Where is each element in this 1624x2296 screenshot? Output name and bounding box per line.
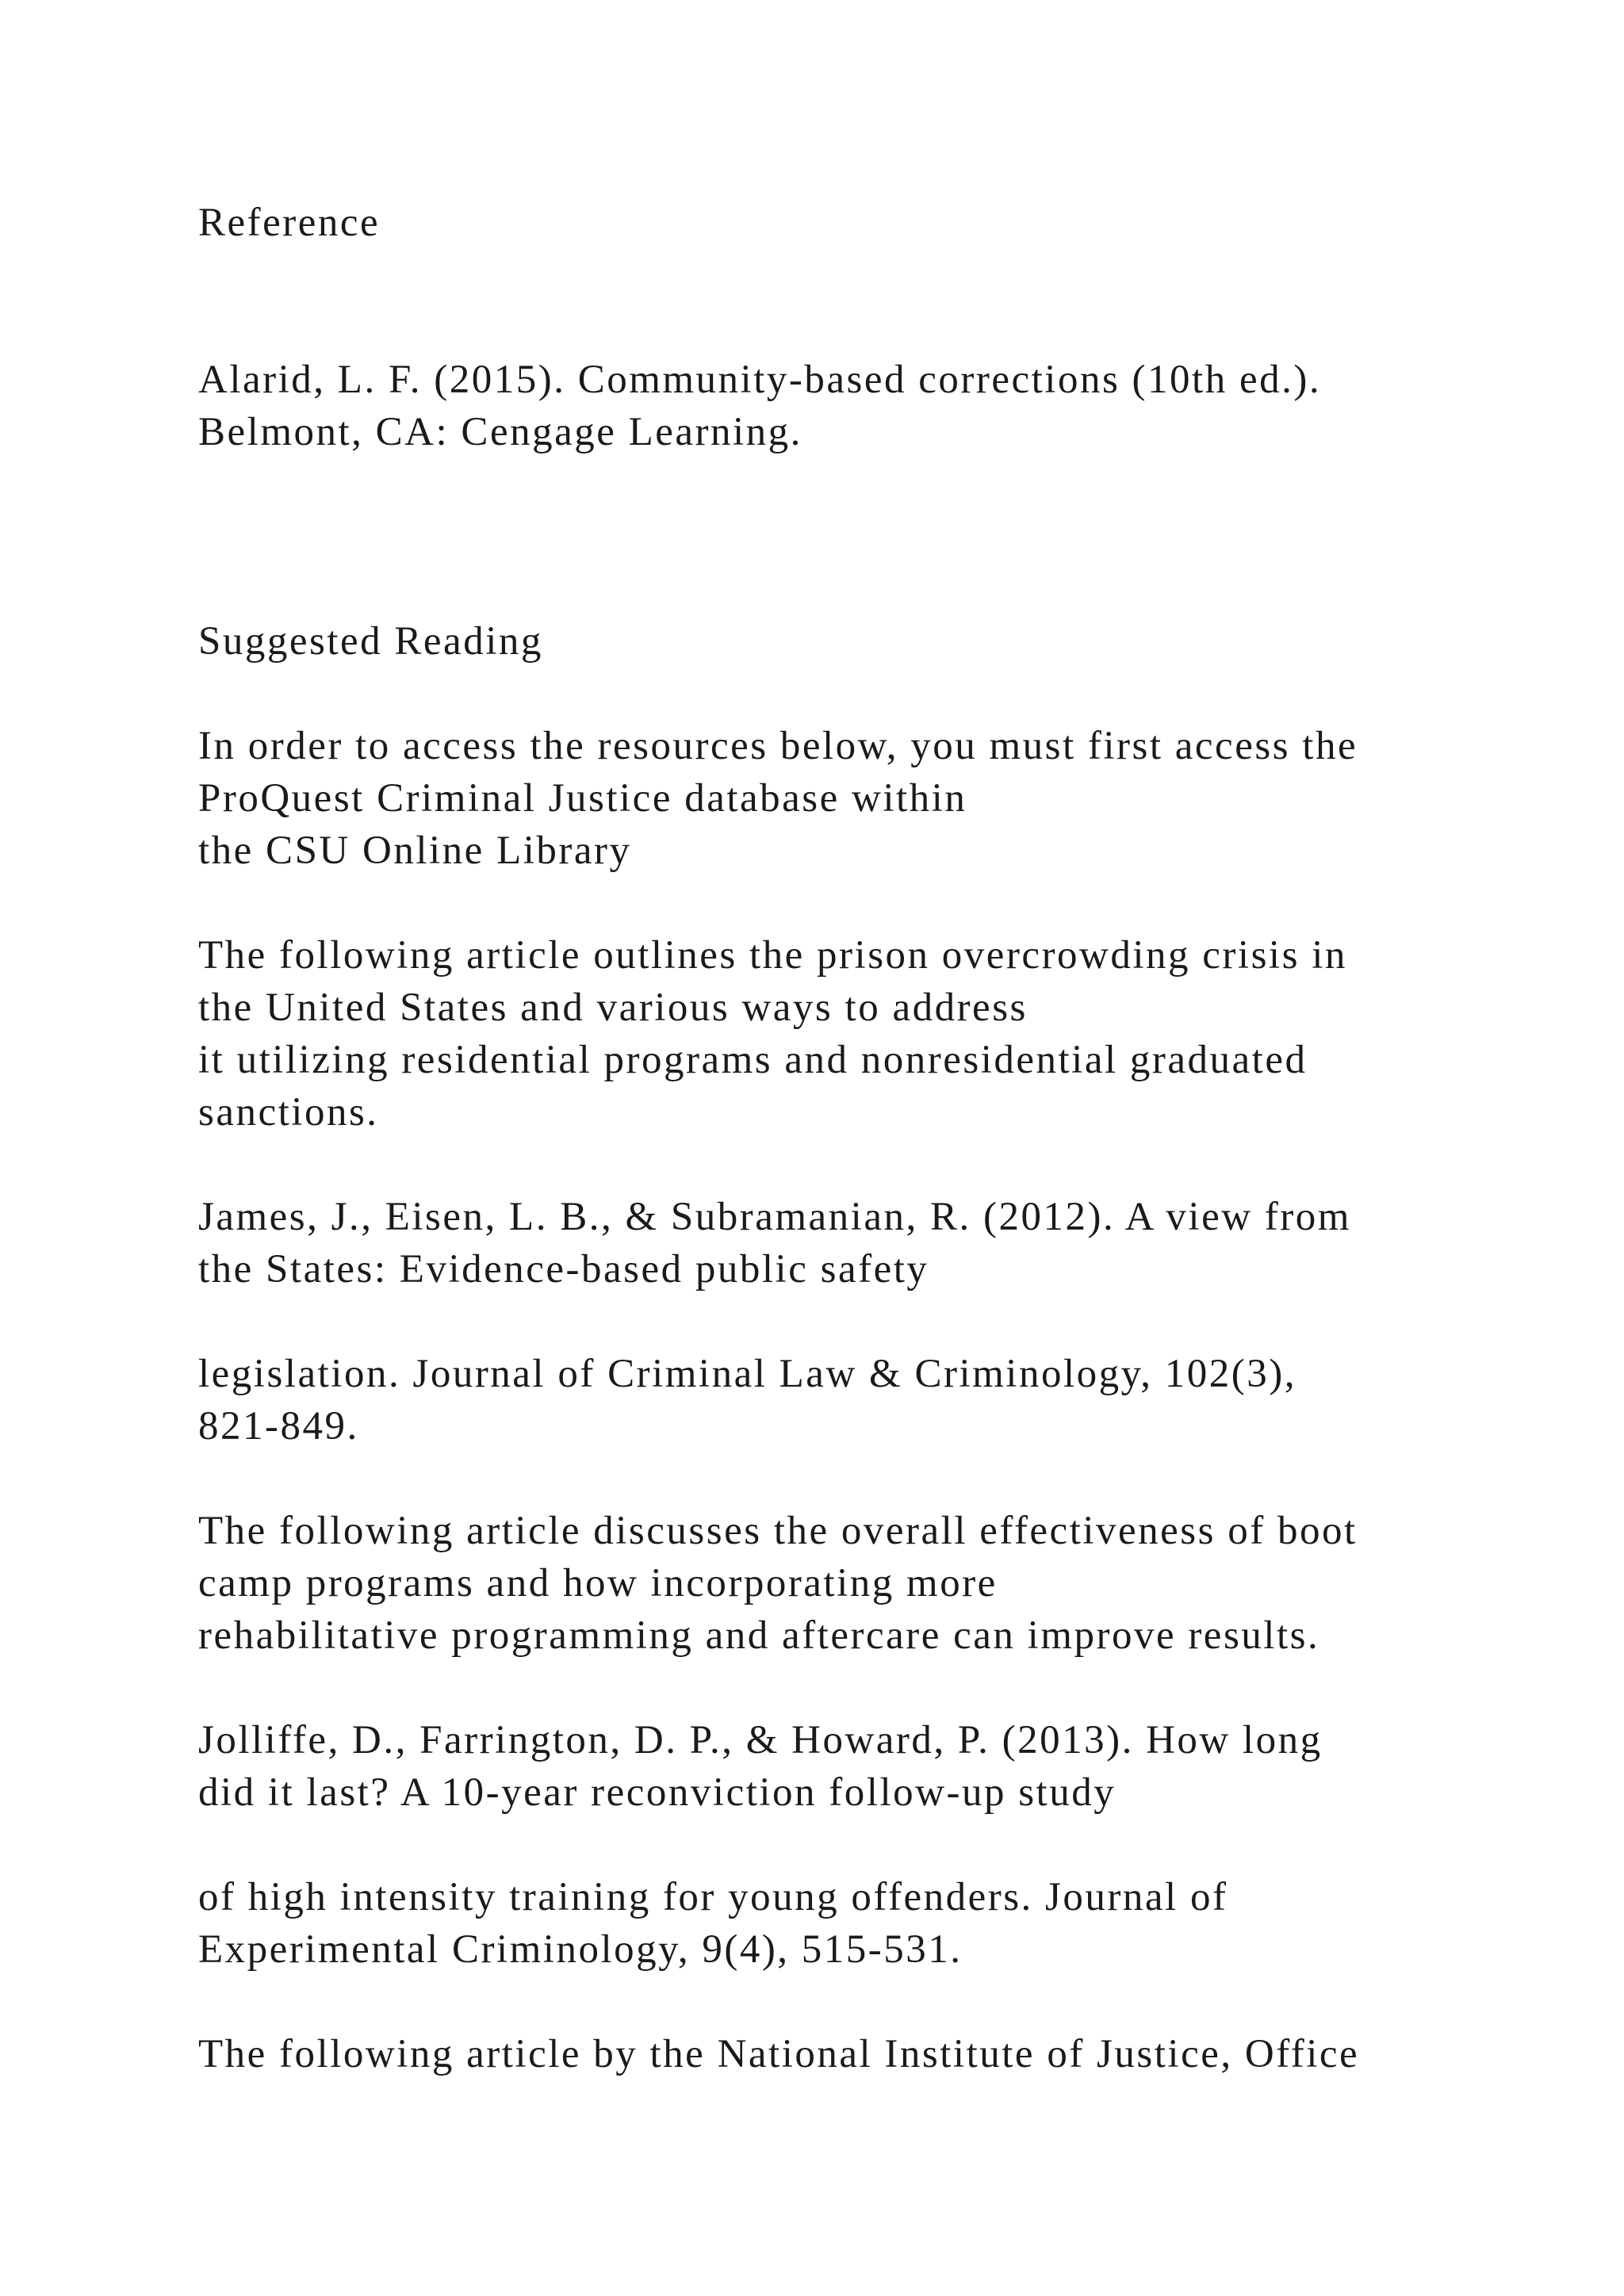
citation-line: Jolliffe, D., Farrington, D. P., & Howard, P. (2013). How long [198, 1718, 1323, 1762]
article-description-line: rehabilitative programming and aftercare can improve results. [198, 1613, 1320, 1658]
citation-line: Experimental Criminology, 9(4), 515-531. [198, 1927, 963, 1972]
reference-heading: Reference [198, 201, 381, 245]
article-description-line: sanctions. [198, 1090, 379, 1135]
access-note-line: ProQuest Criminal Justice database within [198, 776, 967, 821]
citation-line: James, J., Eisen, L. B., & Subramanian, R. (2012). A view from [198, 1195, 1351, 1239]
article-description-line: it utilizing residential programs and nonresidential graduated [198, 1038, 1308, 1082]
reference-entry-line: Belmont, CA: Cengage Learning. [198, 410, 802, 454]
suggested-reading-heading: Suggested Reading [198, 619, 543, 664]
citation-line: did it last? A 10-year reconviction follow-up study [198, 1770, 1116, 1815]
article-description-line: camp programs and how incorporating more [198, 1561, 998, 1605]
access-note-line: In order to access the resources below, you must first access the [198, 724, 1358, 768]
citation-line: the States: Evidence-based public safety [198, 1247, 929, 1292]
reference-entry-line: Alarid, L. F. (2015). Community-based corrections (10th ed.). [198, 358, 1322, 402]
article-description-line: The following article outlines the prison overcrowding crisis in [198, 933, 1347, 978]
citation-line: 821-849. [198, 1404, 359, 1448]
article-description-line: the United States and various ways to address [198, 985, 1028, 1030]
citation-line: legislation. Journal of Criminal Law & Criminology, 102(3), [198, 1352, 1297, 1396]
article-description-line: The following article by the National Institute of Justice, Office [198, 2032, 1360, 2076]
article-description-line: The following article discusses the overall effectiveness of boot [198, 1509, 1358, 1553]
access-note-line: the CSU Online Library [198, 828, 632, 873]
citation-line: of high intensity training for young offenders. Journal of [198, 1875, 1228, 1919]
